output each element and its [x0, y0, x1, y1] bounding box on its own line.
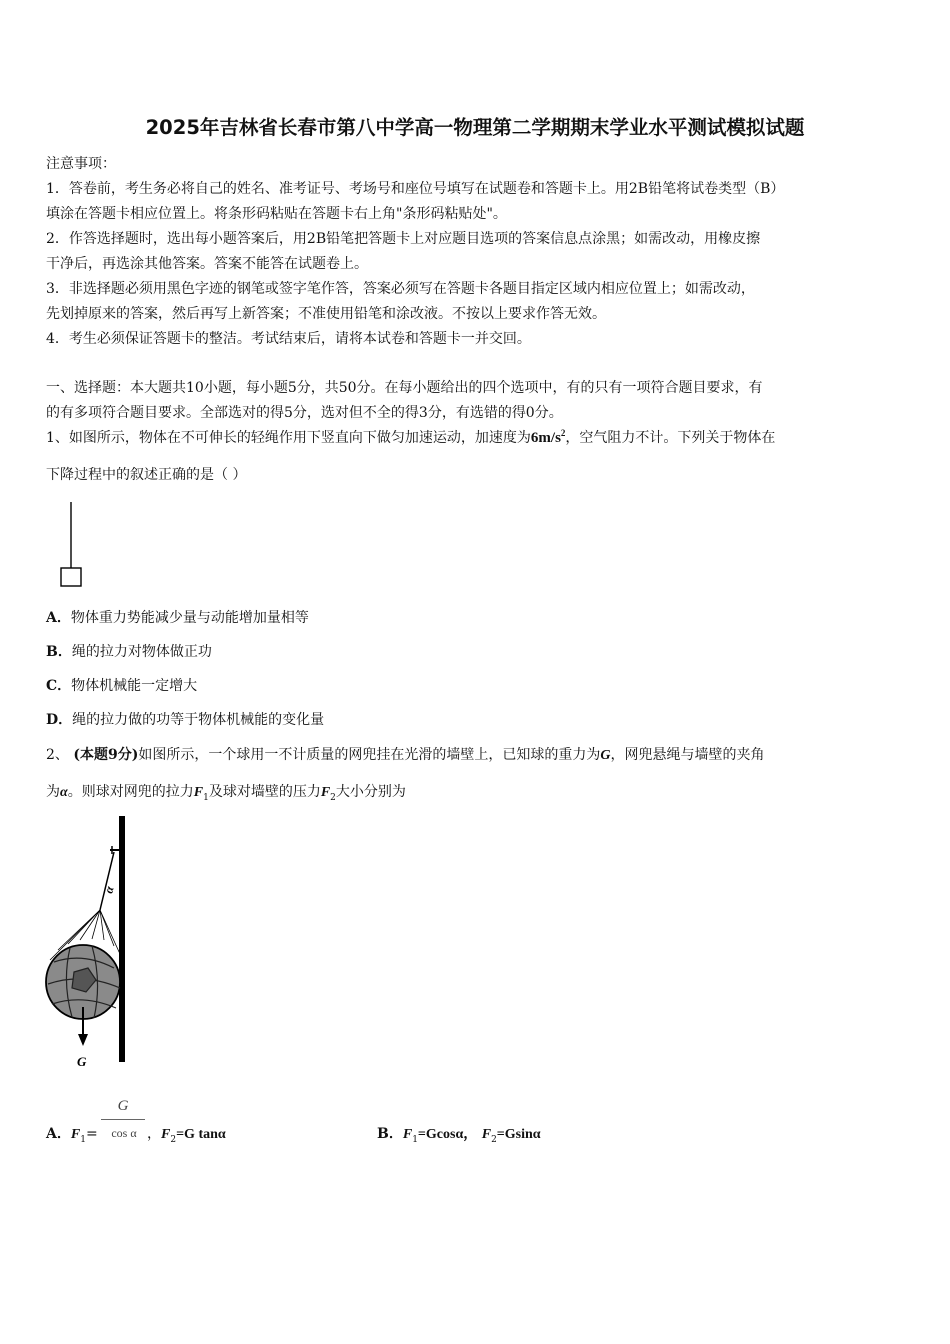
q1-figure-rope-block	[55, 500, 87, 590]
q1-text-a: 1、如图所示，物体在不可伸长的轻绳作用下竖直向下做匀加速运动，加速度为	[46, 430, 531, 446]
q1-text-b: ，空气阻力不计。下列关于物体在	[565, 430, 776, 446]
q2-option-a[interactable]: A．$F_1=$	[46, 1126, 98, 1145]
fraction-denominator: cos α	[111, 1126, 137, 1140]
q2-option-a-rest: ，$F_2=G$ tanα	[147, 1126, 226, 1145]
section-line: 的有多项符合题目要求。全部选对的得5分，选对但不全的得3分，有选错的得0分。	[46, 405, 563, 421]
q1-accel: $6m/s^2$	[530, 428, 566, 446]
q1-option-b[interactable]: B．绳的拉力对物体做正功	[46, 644, 212, 660]
q1-option-a[interactable]: A．物体重力势能减少量与动能增加量相等	[46, 610, 309, 626]
gravity-label: G	[77, 1054, 87, 1069]
rope	[100, 852, 117, 910]
angle-label: α	[101, 884, 117, 895]
notice-line: 1．答卷前，考生务必将自己的姓名、准考证号、考场号和座位号填写在试题卷和答题卡上。用2B铅笔将试卷类型（B）	[46, 181, 785, 197]
q1-option-c[interactable]: C．物体机械能一定增大	[46, 678, 198, 694]
block-box	[61, 568, 81, 586]
notice-heading: 注意事项：	[46, 156, 116, 172]
q1-option-d[interactable]: D．绳的拉力做的功等于物体机械能的变化量	[46, 712, 325, 728]
notice-line: 2．作答选择题时，选出每小题答案后，用2B铅笔把答题卡上对应题目选项的答案信息点涂黑；如需改动，用橡皮擦	[46, 231, 761, 247]
q1-stem-line2: 下降过程中的叙述正确的是（ ）	[46, 467, 247, 483]
notice-line: 4．考生必须保证答题卡的整洁。考试结束后，请将本试卷和答题卡一并交回。	[46, 331, 531, 347]
page-title: 2025年吉林省长春市第八中学高一物理第二学期期末学业水平测试模拟试题	[145, 116, 805, 139]
q2-stem-line1: 2、 (本题9分)如图所示，一个球用一不计质量的网兜挂在光滑的墙壁上，已知球的重力为G，网兜悬绳与墙壁的夹角	[46, 747, 765, 763]
q2-stem-line2: 为α。则球对网兜的拉力$F_1$及球对墙壁的压力$F_2$大小分别为	[46, 784, 406, 803]
section-line: 一、选择题：本大题共10小题，每小题5分，共50分。在每小题给出的四个选项中，有的只有一项符合题目要求，有	[46, 380, 763, 396]
q2-tag: (本题9分)	[73, 747, 139, 763]
fraction-numerator: G	[117, 1098, 129, 1114]
q1-stem-line1	[46, 427, 775, 447]
q2-option-b[interactable]: B．$F_1=Gcos\alpha$， $F_2=Gsin\alpha$	[377, 1126, 541, 1145]
notice-line: 填涂在答题卡相应位置上。将条形码粘贴在答题卡右上角"条形码粘贴处"。	[46, 206, 507, 222]
fraction-bar	[101, 1119, 145, 1120]
notice-line: 先划掉原来的答案，然后再写上新答案；不准使用铅笔和涂改液。不按以上要求作答无效。	[46, 306, 606, 322]
notice-line: 干净后，再选涂其他答案。答案不能答在试题卷上。	[46, 256, 368, 272]
q2-figure-ball-wall	[40, 812, 140, 1074]
notice-line: 3．非选择题必须用黑色字迹的钢笔或签字笔作答，答案必须写在答题卡各题目指定区域内相应位置上；如需改动，	[46, 281, 755, 297]
